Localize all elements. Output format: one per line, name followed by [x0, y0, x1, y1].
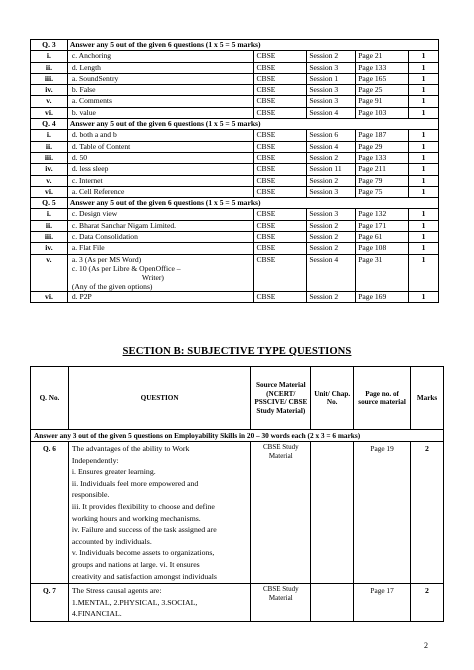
- answer-line: working hours and working mechanisms.: [71, 513, 201, 523]
- item-number: vi.: [31, 107, 68, 118]
- answer-cell: c. Internet: [67, 175, 254, 186]
- answer-cell: a. Flat File: [67, 243, 254, 254]
- marks-cell: 1: [409, 186, 439, 197]
- session-cell: Session 3: [307, 85, 356, 96]
- answer-cell: d. Length: [67, 62, 254, 73]
- answer-line: The Stress causal agents are:: [71, 586, 162, 596]
- answer-cell: d. 50: [67, 152, 254, 163]
- answer-key-table-a: [30, 39, 439, 303]
- board-cell: CBSE: [254, 152, 307, 163]
- section-b-heading: SECTION B: SUBJECTIVE TYPE QUESTIONS: [122, 346, 352, 357]
- header-question: QUESTION: [68, 367, 250, 430]
- session-cell: Session 6: [307, 130, 356, 141]
- board-cell: CBSE: [254, 73, 307, 84]
- answer-line: The advantages of the ability to Work: [71, 444, 190, 453]
- item-number: iii.: [31, 232, 68, 243]
- item-number: v.: [31, 254, 68, 291]
- answer-cell: b. False: [67, 85, 254, 96]
- answer-cell: c. Design view: [67, 209, 254, 220]
- answer-line: iv. Failure and success of the task assigned are: [71, 525, 217, 535]
- page-cell: Page 61: [356, 232, 409, 243]
- question-instruction: Answer any 5 out of the given 6 questions (1 x 5 = 5 marks): [67, 119, 438, 130]
- session-cell: Session 4: [307, 141, 356, 152]
- item-number: v.: [31, 175, 68, 186]
- answer-row: [31, 96, 439, 107]
- answer-line: accounted by individuals.: [71, 536, 152, 546]
- question-number: Q. 7: [31, 584, 69, 622]
- answer-cell: d. less sleep: [67, 164, 254, 175]
- question-instruction: Answer any 5 out of the given 6 questions (1 x 5 = 5 marks): [67, 40, 438, 51]
- subjective-questions-table: [30, 366, 444, 622]
- marks-cell: 1: [409, 73, 439, 84]
- answer-cell: c. Data Consolidation: [67, 232, 254, 243]
- question-instruction: Answer any 5 out of the given 6 questions (1 x 5 = 5 marks): [67, 198, 438, 209]
- board-cell: CBSE: [254, 164, 307, 175]
- page-cell: Page 169: [356, 291, 409, 302]
- question-row: [31, 584, 444, 622]
- marks-cell: 1: [409, 220, 439, 231]
- item-number: i.: [31, 130, 68, 141]
- board-cell: CBSE: [254, 220, 307, 231]
- item-number: iii.: [31, 152, 68, 163]
- marks-cell: 1: [409, 243, 439, 254]
- answer-row: [31, 141, 439, 152]
- page-cell: Page 132: [356, 209, 409, 220]
- board-cell: CBSE: [254, 51, 307, 62]
- page-cell: Page 75: [356, 186, 409, 197]
- answer-cell: a. Comments: [67, 96, 254, 107]
- unit-cell: [311, 442, 354, 584]
- page-cell: Page 21: [356, 51, 409, 62]
- marks-cell: 1: [409, 291, 439, 302]
- item-number: iii.: [31, 73, 68, 84]
- answer-row: [31, 73, 439, 84]
- board-cell: CBSE: [254, 107, 307, 118]
- board-cell: CBSE: [254, 175, 307, 186]
- header-unit: Unit/ Chap. No.: [311, 367, 354, 430]
- answer-row: [31, 220, 439, 231]
- page-cell: Page 19: [354, 442, 411, 584]
- item-number: ii.: [31, 220, 68, 231]
- answer-line: ii. Individuals feel more empowered and: [71, 478, 199, 488]
- marks-cell: 1: [409, 164, 439, 175]
- session-cell: Session 3: [307, 62, 356, 73]
- header-qno: Q. No.: [31, 367, 69, 430]
- answer-row: [31, 164, 439, 175]
- session-cell: Session 4: [307, 107, 356, 118]
- board-cell: CBSE: [254, 254, 307, 291]
- question-number: Q. 4: [31, 119, 68, 130]
- page-cell: Page 133: [356, 152, 409, 163]
- marks-cell: 1: [409, 254, 439, 291]
- page-cell: Page 17: [354, 584, 411, 622]
- unit-cell: [311, 584, 354, 622]
- answer-row: [31, 62, 439, 73]
- session-cell: Session 11: [307, 164, 356, 175]
- answer-cell: c. Anchoring: [67, 51, 254, 62]
- marks-cell: 1: [409, 175, 439, 186]
- answer-cell: a. SoundSentry: [67, 73, 254, 84]
- marks-cell: 1: [409, 130, 439, 141]
- item-number: iv.: [31, 243, 68, 254]
- session-cell: Session 2: [307, 243, 356, 254]
- item-number: i.: [31, 209, 68, 220]
- session-cell: Session 2: [307, 291, 356, 302]
- page-cell: Page 171: [356, 220, 409, 231]
- answer-cell: [67, 254, 254, 291]
- answer-row: [31, 232, 439, 243]
- question-number: Q. 3: [31, 40, 68, 51]
- answer-row: [31, 254, 439, 291]
- page-cell: Page 133: [356, 62, 409, 73]
- item-number: vi.: [31, 291, 68, 302]
- board-cell: CBSE: [254, 62, 307, 73]
- question-number: Q. 5: [31, 198, 68, 209]
- marks-cell: 1: [409, 51, 439, 62]
- answer-line: a. 3 (As per MS Word): [71, 254, 142, 264]
- session-cell: Session 3: [307, 186, 356, 197]
- answer-row: [31, 107, 439, 118]
- answer-row: [31, 85, 439, 96]
- board-cell: CBSE: [254, 291, 307, 302]
- marks-cell: 1: [409, 107, 439, 118]
- item-number: iv.: [31, 85, 68, 96]
- marks-cell: 1: [409, 85, 439, 96]
- source-material-cell: CBSE Study Material: [251, 584, 311, 622]
- question-header-row: [31, 119, 439, 130]
- answer-cell: b. value: [67, 107, 254, 118]
- answer-line: 1.MENTAL, 2.PHYSICAL, 3.SOCIAL,: [71, 597, 198, 607]
- session-cell: Session 2: [307, 220, 356, 231]
- question-header-row: [31, 198, 439, 209]
- page-cell: Page 103: [356, 107, 409, 118]
- page-cell: Page 91: [356, 96, 409, 107]
- answer-line: 4.FINANCIAL.: [71, 609, 122, 619]
- source-material-cell: CBSE Study Material: [251, 442, 311, 584]
- board-cell: CBSE: [254, 209, 307, 220]
- header-source: Source Material (NCERT/ PSSCIVE/ CBSE Study Material): [251, 367, 311, 430]
- table-header-row: [31, 367, 444, 430]
- marks-cell: 1: [409, 62, 439, 73]
- page-cell: Page 187: [356, 130, 409, 141]
- answer-line: (Any of the given options): [71, 281, 153, 291]
- marks-cell: 2: [411, 584, 444, 622]
- answer-cell: d. both a and b: [67, 130, 254, 141]
- question-header-row: [31, 40, 439, 51]
- question-number: Q. 6: [31, 442, 69, 584]
- marks-cell: 1: [409, 141, 439, 152]
- item-number: i.: [31, 51, 68, 62]
- board-cell: CBSE: [254, 243, 307, 254]
- answer-row: [31, 152, 439, 163]
- session-cell: Session 2: [307, 175, 356, 186]
- question-row: [31, 442, 444, 584]
- answer-line: responsible.: [71, 490, 110, 500]
- page-cell: Page 31: [356, 254, 409, 291]
- session-cell: Session 3: [307, 96, 356, 107]
- question-answer-cell: [68, 442, 250, 584]
- item-number: v.: [31, 96, 68, 107]
- board-cell: CBSE: [254, 85, 307, 96]
- page-cell: Page 79: [356, 175, 409, 186]
- answer-row: [31, 243, 439, 254]
- marks-cell: 1: [409, 232, 439, 243]
- page-cell: Page 108: [356, 243, 409, 254]
- item-number: vi.: [31, 186, 68, 197]
- item-number: iv.: [31, 164, 68, 175]
- board-cell: CBSE: [254, 141, 307, 152]
- marks-cell: 2: [411, 442, 444, 584]
- answer-row: [31, 51, 439, 62]
- instruction-row: [31, 430, 444, 442]
- answer-line: iii. It provides flexibility to choose and define: [71, 501, 215, 511]
- session-cell: Session 2: [307, 51, 356, 62]
- answer-cell: a. Cell Reference: [67, 186, 254, 197]
- board-cell: CBSE: [254, 232, 307, 243]
- answer-line: Writer): [141, 272, 164, 282]
- page-number: 2: [424, 641, 428, 650]
- answer-row: [31, 291, 439, 302]
- header-marks: Marks: [411, 367, 444, 430]
- answer-line: Independently:: [71, 455, 119, 465]
- session-cell: Session 2: [307, 232, 356, 243]
- answer-line: i. Ensures greater learning.: [71, 467, 156, 477]
- page-cell: Page 165: [356, 73, 409, 84]
- page-cell: Page 211: [356, 164, 409, 175]
- session-cell: Session 4: [307, 254, 356, 291]
- header-page: Page no. of source material: [354, 367, 411, 430]
- answer-line: groups and nations at large. vi. It ensures: [71, 559, 200, 569]
- answer-row: [31, 130, 439, 141]
- page-cell: Page 29: [356, 141, 409, 152]
- item-number: ii.: [31, 62, 68, 73]
- answer-row: [31, 209, 439, 220]
- instruction-text: Answer any 3 out of the given 5 questions on Employability Skills in 20 – 30 words each (2 x 3 = 6 marks): [31, 430, 444, 442]
- board-cell: CBSE: [254, 96, 307, 107]
- session-cell: Session 3: [307, 209, 356, 220]
- session-cell: Session 2: [307, 152, 356, 163]
- answer-line: c. 10 (As per Libre & OpenOffice –: [71, 263, 181, 273]
- item-number: ii.: [31, 141, 68, 152]
- answer-line: v. Individuals become assets to organizations,: [71, 548, 215, 558]
- answer-cell: d. Table of Content: [67, 141, 254, 152]
- answer-cell: c. Bharat Sanchar Nigam Limited.: [67, 220, 254, 231]
- page-cell: Page 25: [356, 85, 409, 96]
- answer-line: creativity and satisfaction amongst individuals: [71, 571, 217, 581]
- marks-cell: 1: [409, 96, 439, 107]
- answer-row: [31, 186, 439, 197]
- marks-cell: 1: [409, 209, 439, 220]
- session-cell: Session 1: [307, 73, 356, 84]
- question-answer-cell: [68, 584, 250, 622]
- answer-cell: d. P2P: [67, 291, 254, 302]
- marks-cell: 1: [409, 152, 439, 163]
- answer-row: [31, 175, 439, 186]
- board-cell: CBSE: [254, 130, 307, 141]
- board-cell: CBSE: [254, 186, 307, 197]
